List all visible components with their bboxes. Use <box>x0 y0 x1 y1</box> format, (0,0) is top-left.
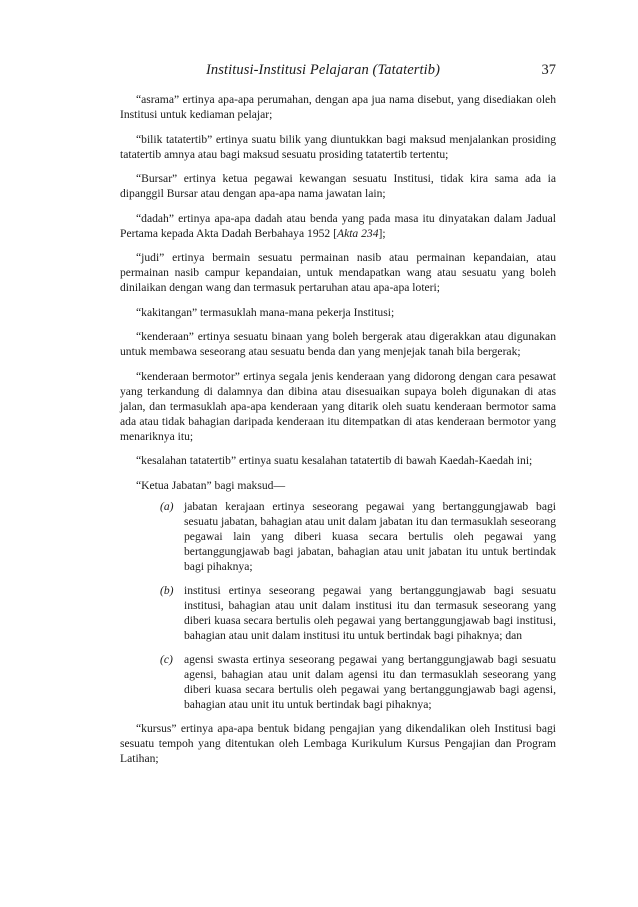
definition-kesalahan-tatatertib: “kesalahan tatatertib” ertinya suatu kesalahan tatatertib di bawah Kaedah-Kaedah ini; <box>136 454 533 467</box>
definition-kenderaan: “kenderaan” ertinya sesuatu binaan yang boleh bergerak atau digerakkan atau digunakan untuk membawa seseorang atau sesuatu benda dan yang menjejak tanah bila bergerak; <box>120 330 556 358</box>
definition-dadah <box>120 211 556 241</box>
item-text: agensi swasta ertinya seseorang pegawai yang bertanggungjawab bagi sesuatu agensi, bahagian atau unit dalam agensi itu dan termasuklah seseorang yang diberi kuasa secara bertulis oleh pegawai yang bertanggungjawab bagi agensi, bahagian atau unit itu untuk bertindak bagi pihaknya; <box>184 652 556 711</box>
definition-bilik-tatatertib: “bilik tatatertib” ertinya suatu bilik yang diuntukkan bagi maksud menjalankan prosiding tatatertib amnya atau bagi maksud sesuatu prosiding tatatertib tertentu; <box>120 132 556 161</box>
ketua-jabatan-item-b <box>120 583 556 643</box>
item-text: institusi ertinya seseorang pegawai yang bertanggungjawab bagi sesuatu institusi, bahagian atau unit dalam institusi itu dan termasuk seseorang yang diberi kuasa secara bertulis oleh pegawai yang bertanggungjawab bagi institusi, bahagian atau unit dalam institusi itu untuk bertindak bagi pihaknya; dan <box>184 583 556 642</box>
definition-kenderaan-bermotor: “kenderaan bermotor” ertinya segala jenis kenderaan yang didorong dengan cara pesawat yang terkandung di dalamnya dan dibina atau disesuaikan supaya boleh digunakan di atas jalan, dan termasuklah apa-apa kenderaan yang ditarik oleh suatu kenderaan bermotor sama ada atau tidak bahagian daripada kenderaan itu ditempatkan di atas kenderaan bermotor yang menariknya itu; <box>120 369 556 443</box>
page-number: 37 <box>541 62 556 78</box>
item-marker: (a) <box>160 499 174 513</box>
definition-kursus: “kursus” ertinya apa-apa bentuk bidang pengajian yang dikendalikan oleh Institusi bagi sesuatu tempoh yang ditentukan oleh Lembaga Kurikulum Kursus Pengajian dan Program Latihan; <box>120 721 556 765</box>
definition-kakitangan: “kakitangan” termasuklah mana-mana pekerja Institusi; <box>136 305 395 319</box>
definition-dadah-end: ]; <box>378 226 386 240</box>
definition-bursar: “Bursar” ertinya ketua pegawai kewangan sesuatu Institusi, tidak kira sama ada ia dipanggil Bursar atau dengan apa-apa nama jawatan lain; <box>120 172 556 200</box>
definition-judi: “judi” ertinya bermain sesuatu permainan nasib atau permainan kepandaian, atau permainan nasib campur kepandaian, untuk mendapatkan wang atau sesuatu yang boleh dinilaikan dengan wang dan termasuk pertaruhan atau apa-apa loteri; <box>120 251 556 294</box>
definition-ketua-jabatan: “Ketua Jabatan” bagi maksud— <box>136 478 286 492</box>
definition-asrama: “asrama” ertinya apa-apa perumahan, dengan apa jua nama disebut, yang disediakan oleh Institusi untuk kediaman pelajar; <box>120 93 556 121</box>
item-marker: (c) <box>160 652 173 666</box>
ketua-jabatan-item-c <box>120 652 556 712</box>
definition-dadah-text: “dadah” ertinya apa-apa dadah atau benda yang pada masa itu dinyatakan dalam Jadual Pertama kepada Akta Dadah Berbahaya 1952 [ <box>120 211 556 240</box>
item-marker: (b) <box>160 583 174 597</box>
item-text: jabatan kerajaan ertinya seseorang pegawai yang bertanggungjawab bagi sesuatu jabatan, bahagian atau unit dalam jabatan itu dan termasuklah seseorang pegawai lain yang diberi kuasa secara bertulis oleh pegawai yang bertanggungjawab bagi jabatan, bahagian atau unit jabatan itu untuk bertindak bagi pihaknya; <box>184 499 556 573</box>
header-title: Institusi-Institusi Pelajaran (Tatatertib) <box>206 62 441 78</box>
document-body <box>120 92 556 775</box>
running-header <box>120 62 556 82</box>
act-reference: Akta 234 <box>336 226 379 240</box>
ketua-jabatan-item-a <box>120 499 556 574</box>
